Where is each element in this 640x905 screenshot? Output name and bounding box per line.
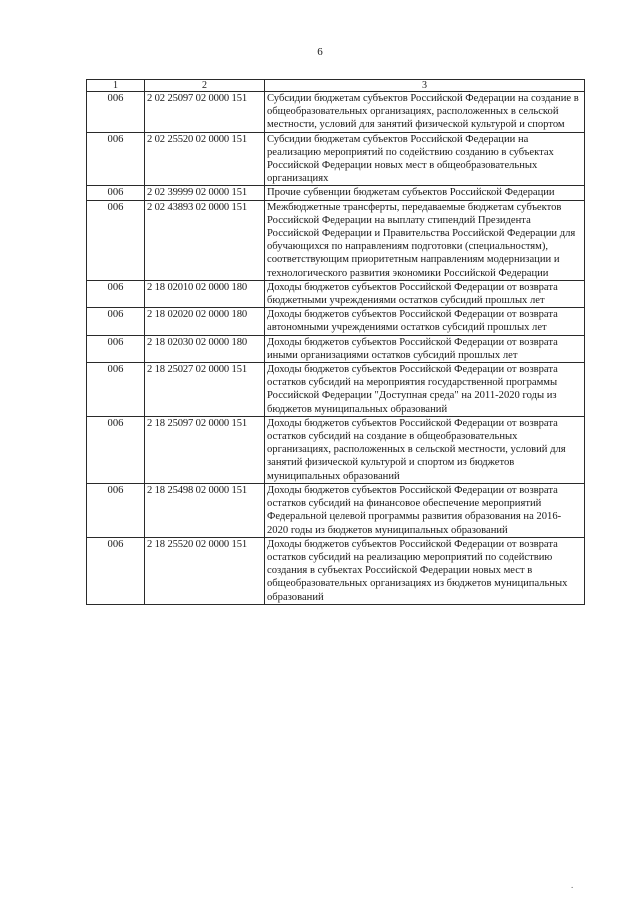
admin-code-cell: 006 — [87, 416, 145, 483]
table-row — [87, 483, 585, 537]
page-number: 6 — [317, 46, 323, 58]
description-cell: Доходы бюджетов субъектов Российской Федерации от возврата остатков субсидий на финансовое обеспечение мероприятий Федеральной целевой программы развития образования на 2016-2020 годы из бюджетов муниципальных образований — [265, 483, 585, 537]
admin-code-cell: 006 — [87, 280, 145, 307]
scan-mark: . — [571, 880, 574, 890]
description-cell: Доходы бюджетов субъектов Российской Федерации от возврата остатков субсидий на мероприятия государственной программы Российской Федерации "Доступная среда" на 2011-2020 годы из бюджетов муниципальных образований — [265, 363, 585, 417]
budget-code-cell: 2 02 39999 02 0000 151 — [145, 186, 265, 200]
budget-code-cell: 2 18 25498 02 0000 151 — [145, 483, 265, 537]
description-cell: Прочие субвенции бюджетам субъектов Российской Федерации — [265, 186, 585, 200]
description-cell: Доходы бюджетов субъектов Российской Федерации от возврата остатков субсидий на реализацию мероприятий по содействию создания в субъектах Российской Федерации новых мест в общеобразовательных организациях из бюджетов муниципальных образований — [265, 537, 585, 604]
description-cell: Доходы бюджетов субъектов Российской Федерации от возврата остатков субсидий на создание в общеобразовательных организациях, расположенных в сельской местности, условий для занятий физической культурой и спортом из бюджетов муниципальных образований — [265, 416, 585, 483]
budget-code-cell: 2 18 02020 02 0000 180 — [145, 308, 265, 335]
budget-code-cell: 2 02 43893 02 0000 151 — [145, 200, 265, 280]
budget-code-cell: 2 02 25520 02 0000 151 — [145, 132, 265, 186]
budget-code-cell: 2 02 25097 02 0000 151 — [145, 92, 265, 133]
admin-code-cell: 006 — [87, 186, 145, 200]
table-row — [87, 335, 585, 362]
description-cell: Субсидии бюджетам субъектов Российской Федерации на создание в общеобразовательных организациях, расположенных в сельской местности, условий для занятий физической культурой и спортом — [265, 92, 585, 133]
table-row — [87, 200, 585, 280]
description-cell: Межбюджетные трансферты, передаваемые бюджетам субъектов Российской Федерации на выплату стипендий Президента Российской Федерации и Правительства Российской Федерации для обучающихся по направлениям подготовки (специальностям), соответствующим приоритетным направлениям модернизации и технологического развития экономики Российской Федерации — [265, 200, 585, 280]
header-col-1: 1 — [87, 80, 145, 92]
table-row — [87, 308, 585, 335]
admin-code-cell: 006 — [87, 363, 145, 417]
table-row — [87, 132, 585, 186]
header-row — [87, 80, 585, 92]
admin-code-cell: 006 — [87, 308, 145, 335]
header-col-3: 3 — [265, 80, 585, 92]
budget-code-cell: 2 18 25027 02 0000 151 — [145, 363, 265, 417]
description-cell: Доходы бюджетов субъектов Российской Федерации от возврата иными организациями остатков субсидий прошлых лет — [265, 335, 585, 362]
description-cell: Субсидии бюджетам субъектов Российской Федерации на реализацию мероприятий по содействию созданию в субъектах Российской Федерации новых мест в общеобразовательных организациях — [265, 132, 585, 186]
description-cell: Доходы бюджетов субъектов Российской Федерации от возврата автономными учреждениями остатков субсидий прошлых лет — [265, 308, 585, 335]
admin-code-cell: 006 — [87, 132, 145, 186]
budget-code-cell: 2 18 25097 02 0000 151 — [145, 416, 265, 483]
admin-code-cell: 006 — [87, 200, 145, 280]
description-cell: Доходы бюджетов субъектов Российской Федерации от возврата бюджетными учреждениями остатков субсидий прошлых лет — [265, 280, 585, 307]
table-row — [87, 280, 585, 307]
table-row — [87, 92, 585, 133]
budget-code-cell: 2 18 02010 02 0000 180 — [145, 280, 265, 307]
table-row — [87, 363, 585, 417]
header-col-2: 2 — [145, 80, 265, 92]
admin-code-cell: 006 — [87, 92, 145, 133]
admin-code-cell: 006 — [87, 483, 145, 537]
table-row — [87, 186, 585, 200]
table-row — [87, 537, 585, 604]
admin-code-cell: 006 — [87, 335, 145, 362]
table-header — [87, 80, 585, 92]
revenue-codes-table — [86, 79, 585, 605]
admin-code-cell: 006 — [87, 537, 145, 604]
table-body — [87, 92, 585, 605]
budget-code-cell: 2 18 25520 02 0000 151 — [145, 537, 265, 604]
budget-code-cell: 2 18 02030 02 0000 180 — [145, 335, 265, 362]
table-row — [87, 416, 585, 483]
